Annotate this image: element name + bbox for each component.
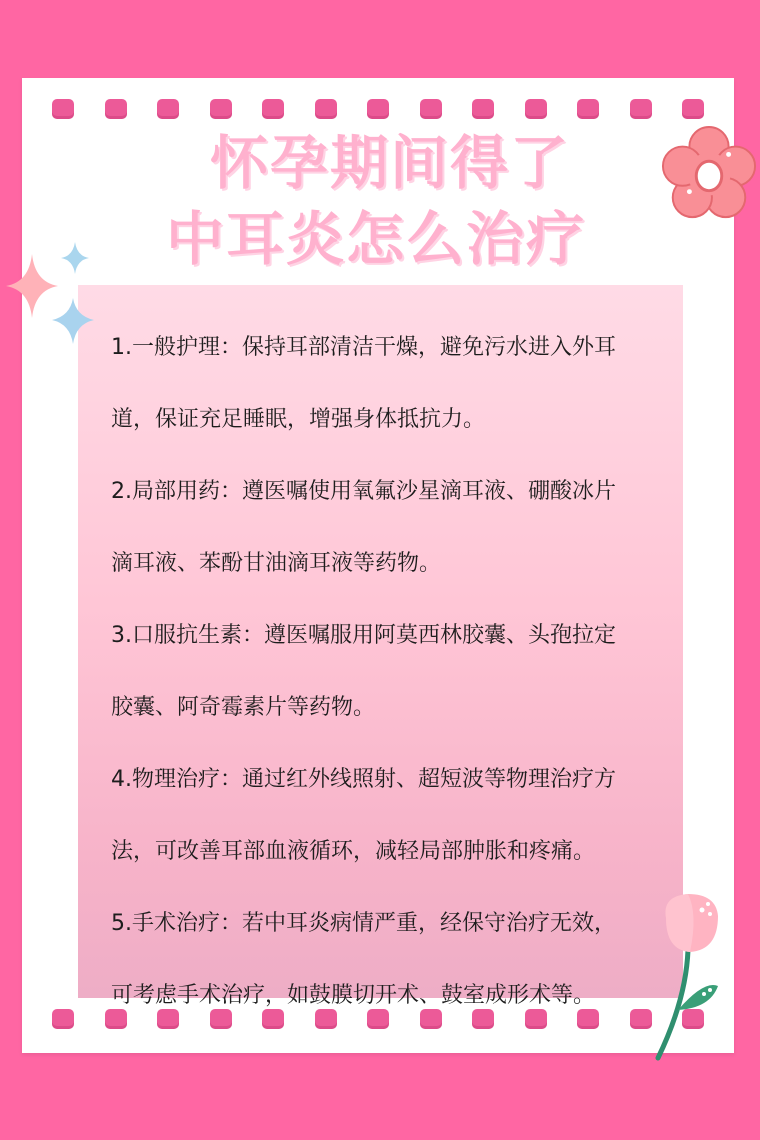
list-item (111, 888, 671, 1032)
list-item (111, 456, 671, 600)
page-title-line1: 怀孕期间得了 (210, 129, 571, 197)
list-item-line: 滴耳液、苯酚甘油滴耳液等药物。 (111, 551, 442, 576)
film-hole (630, 99, 652, 119)
film-hole (682, 99, 704, 119)
flower-icon (660, 125, 758, 223)
film-hole (210, 99, 232, 119)
list-item-line: 3.口服抗生素：遵医嘱服用阿莫西林胶囊、头孢拉定 (111, 623, 616, 648)
treatment-list (111, 312, 671, 1032)
tulip-icon (648, 890, 728, 1065)
list-item-line: 可考虑手术治疗，如鼓膜切开术、鼓室成形术等。 (111, 983, 596, 1008)
list-item (111, 744, 671, 888)
list-item-line: 4.物理治疗：通过红外线照射、超短波等物理治疗方 (111, 767, 616, 792)
film-hole (472, 99, 494, 119)
list-item-line: 道，保证充足睡眠，增强身体抵抗力。 (111, 407, 486, 432)
list-item (111, 312, 671, 456)
sparkle-icon (4, 240, 96, 350)
list-item (111, 600, 671, 744)
list-item-line: 法，可改善耳部血液循环，减轻局部肿胀和疼痛。 (111, 839, 596, 864)
film-hole (525, 99, 547, 119)
top-film-holes (52, 98, 704, 120)
list-item-line: 1.一般护理：保持耳部清洁干燥，避免污水进入外耳 (111, 335, 616, 360)
film-hole (52, 99, 74, 119)
film-hole (367, 99, 389, 119)
film-hole (105, 99, 127, 119)
list-item-line: 2.局部用药：遵医嘱使用氧氟沙星滴耳液、硼酸冰片 (111, 479, 616, 504)
film-hole (262, 99, 284, 119)
film-hole (52, 1009, 74, 1029)
film-hole (420, 99, 442, 119)
film-hole (315, 99, 337, 119)
film-hole (577, 99, 599, 119)
list-item-line: 5.手术治疗：若中耳炎病情严重，经保守治疗无效， (111, 911, 616, 936)
list-item-line: 胶囊、阿奇霉素片等药物。 (111, 695, 376, 720)
film-hole (157, 99, 179, 119)
page-title-line2: 中耳炎怎么治疗 (166, 205, 587, 273)
